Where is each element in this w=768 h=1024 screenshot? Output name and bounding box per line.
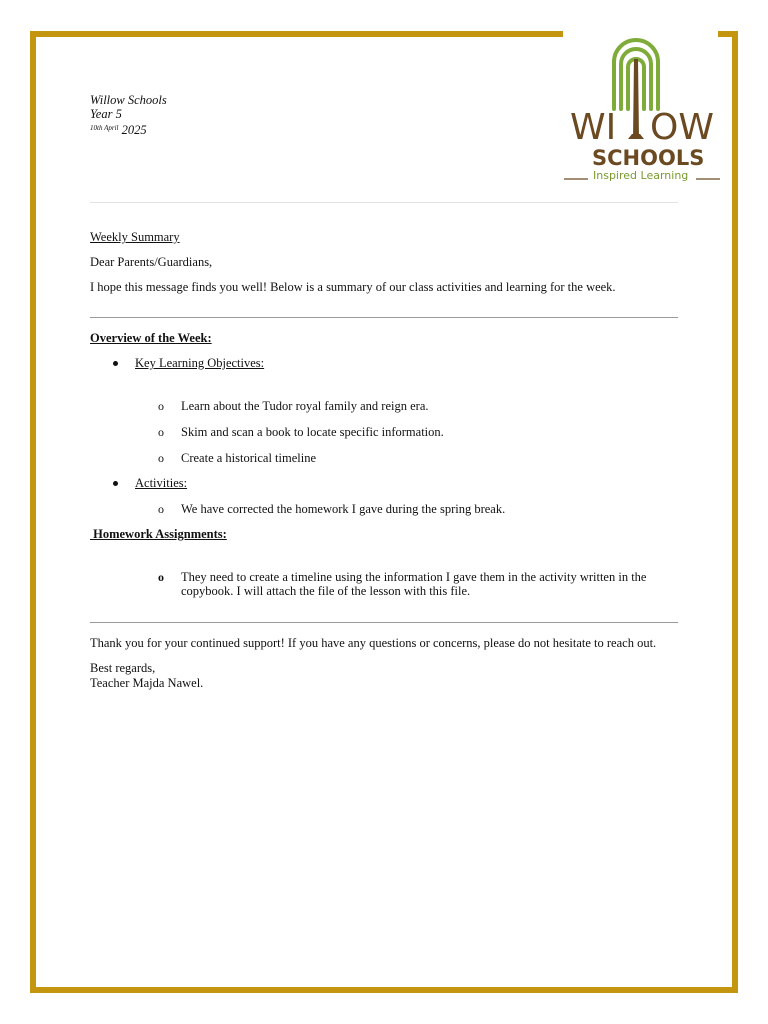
circle-bullet-icon: o xyxy=(158,399,164,413)
letter-date xyxy=(90,121,167,137)
date-day: 10th April xyxy=(90,124,119,132)
list-item: Learn about the Tudor royal family and reign era. xyxy=(181,399,429,413)
list-item: We have corrected the homework I gave during the spring break. xyxy=(181,502,506,516)
list-item: Create a historical timeline xyxy=(181,451,317,465)
activities-label: Activities: xyxy=(135,476,188,490)
list-item: Skim and scan a book to locate specific information. xyxy=(181,425,444,439)
circle-bullet-icon: o xyxy=(158,502,164,516)
regards: Best regards, xyxy=(90,661,156,675)
bullet-icon xyxy=(113,481,118,486)
list-item: They need to create a timeline using the information I gave them in the activity written in the copybook. I will attach the file of the lesson with this file. xyxy=(181,570,647,598)
circle-bullet-icon: o xyxy=(158,570,164,584)
willow-schools-logo xyxy=(562,34,722,184)
signature: Teacher Majda Nawel. xyxy=(90,676,204,690)
school-name: Willow Schools xyxy=(90,93,167,107)
homework-heading: Homework Assignments: xyxy=(90,527,227,541)
logo-schools: SCHOOLS xyxy=(592,146,705,170)
intro-text: I hope this message finds you well! Below is a summary of our class activities and learning for the week. xyxy=(90,280,616,294)
logo-tagline: Inspired Learning xyxy=(593,169,689,182)
divider xyxy=(90,202,678,203)
closing-text: Thank you for your continued support! If you have any questions or concerns, please do not hesitate to reach out. xyxy=(90,636,657,650)
year-group: Year 5 xyxy=(90,107,122,121)
circle-bullet-icon: o xyxy=(158,451,164,465)
logo-word-right: OW xyxy=(650,107,714,148)
divider xyxy=(90,622,678,623)
divider xyxy=(90,317,678,318)
objectives-label: Key Learning Objectives: xyxy=(135,356,265,370)
overview-heading: Overview of the Week: xyxy=(90,331,212,345)
date-year: 2025 xyxy=(121,123,147,137)
letter-header xyxy=(90,93,167,137)
logo-word-left: WI xyxy=(570,107,617,148)
letter-title: Weekly Summary xyxy=(90,230,180,244)
greeting: Dear Parents/Guardians, xyxy=(90,255,213,269)
circle-bullet-icon: o xyxy=(158,425,164,439)
bullet-icon xyxy=(113,361,118,366)
